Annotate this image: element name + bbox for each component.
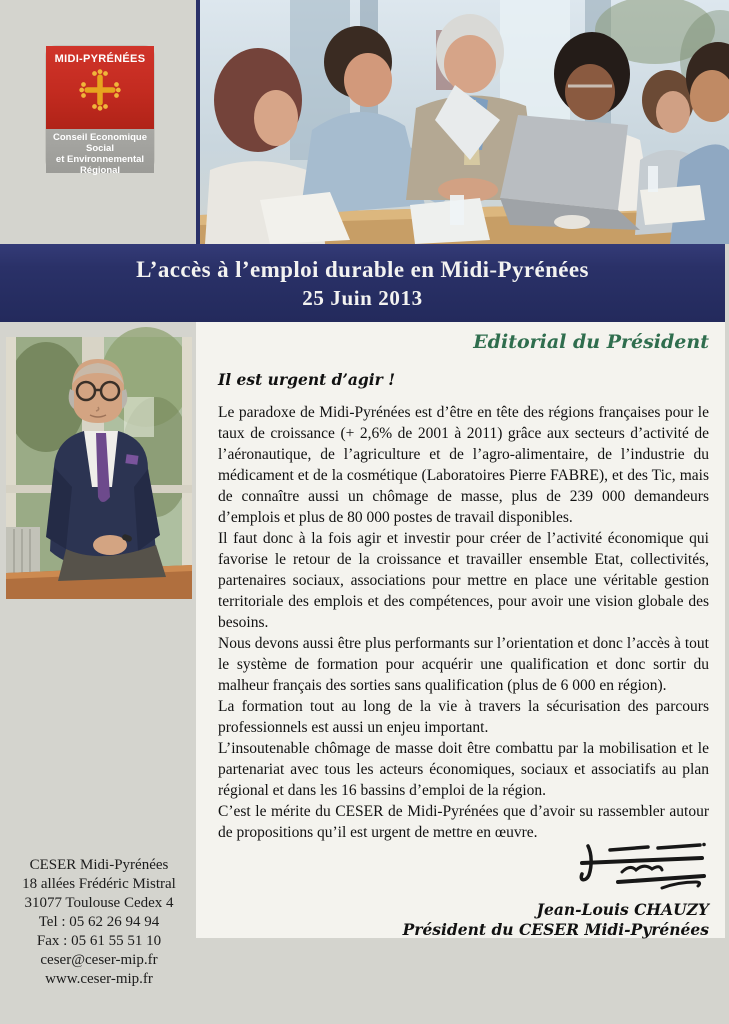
editorial-paragraph: Le paradoxe de Midi-Pyrénées est d’être en tête des régions françaises pour le taux de croissance (+ 2,6% de 2001 à 2011) grâce aux secteurs d’activité de l’aéronautique, de l’agriculture et de l’agro-alimentaire, de l’industrie du médicament et de la cosmétique (Laboratoires Pierre FABRE), et des Tic, mais de connaître aussi un chômage de masse, plus de 239 000 demandeurs d’emplois et plus de 80 000 postes de travail disponibles.: [218, 404, 709, 526]
signature-block: [403, 842, 709, 940]
editorial-body: [218, 402, 709, 843]
logo-gray-panel: [46, 129, 154, 176]
contact-fax: Fax : 05 61 55 51 10: [36, 933, 162, 949]
editorial-paragraph: Nous devons aussi être plus performants sur l’orientation et donc l’accès à tout le système de formation pour acquérir une qualification et donc sortir du malheur français des sorties sans qualification (plus de 6 000 en région).: [218, 635, 709, 694]
occitan-cross-icon: [78, 68, 122, 112]
logo-region-name: MIDI-PYRÉNÉES: [54, 53, 146, 65]
editorial-heading: Editorial du Président: [473, 331, 709, 353]
logo-org-line: et Environnemental: [55, 154, 145, 165]
logo-org-line: Social: [86, 143, 114, 154]
midi-pyrenees-logo: [46, 46, 154, 176]
contact-org: CESER Midi-Pyrénées: [29, 857, 169, 873]
contact-block: [0, 856, 198, 989]
contact-city: 31077 Toulouse Cedex 4: [24, 895, 174, 911]
title-banner: [0, 244, 725, 322]
signature-title: Président du CESER Midi-Pyrénées: [402, 920, 709, 939]
contact-email: ceser@ceser-mip.fr: [40, 952, 158, 968]
editorial-subheading: Il est urgent d’agir !: [218, 370, 396, 389]
logo-org-line: Conseil Economique: [53, 132, 147, 143]
editorial-panel: [196, 322, 725, 938]
contact-tel: Tel : 05 62 26 94 94: [38, 914, 160, 930]
contact-website: www.ceser-mip.fr: [45, 971, 153, 987]
editorial-paragraph: L’insoutenable chômage de masse doit être combattu par la mobilisation et le partenariat avec tous les acteurs économiques, sociaux et associatifs au plan régional et dans les 16 bassins d’emploi de la région.: [218, 740, 709, 799]
president-portrait-photo: [6, 337, 192, 599]
portrait-graphic: [6, 337, 192, 599]
meeting-photo: [196, 0, 729, 244]
editorial-paragraph: La formation tout au long de la vie à travers la sécurisation des parcours professionnels est aussi un enjeu important.: [218, 698, 709, 736]
signature-name: Jean-Louis CHAUZY: [536, 900, 709, 919]
newsletter-title: L’accès à l’emploi durable en Midi-Pyrénées: [136, 257, 589, 282]
signature-mark: [574, 842, 709, 898]
contact-street: 18 allées Frédéric Mistral: [22, 876, 176, 892]
logo-red-panel: [46, 46, 154, 129]
editorial-paragraph: Il faut donc à la fois agir et investir pour créer de l’activité économique qui favorise le retour de la croissance et travailler ensemble Etat, collectivités, partenaires sociaux, associations pour mettre en place une véritable gestion territoriale des emplois et des compétences, pour avoir une vision globale des besoins.: [218, 530, 709, 631]
meeting-photo-graphic: [200, 0, 729, 244]
editorial-paragraph: C’est le mérite du CESER de Midi-Pyrénées que d’avoir su rassembler autour de propositions qu’il est urgent de mettre en œuvre.: [218, 803, 709, 841]
newsletter-date: 25 Juin 2013: [302, 286, 423, 310]
logo-org-line: Régional: [79, 165, 121, 176]
